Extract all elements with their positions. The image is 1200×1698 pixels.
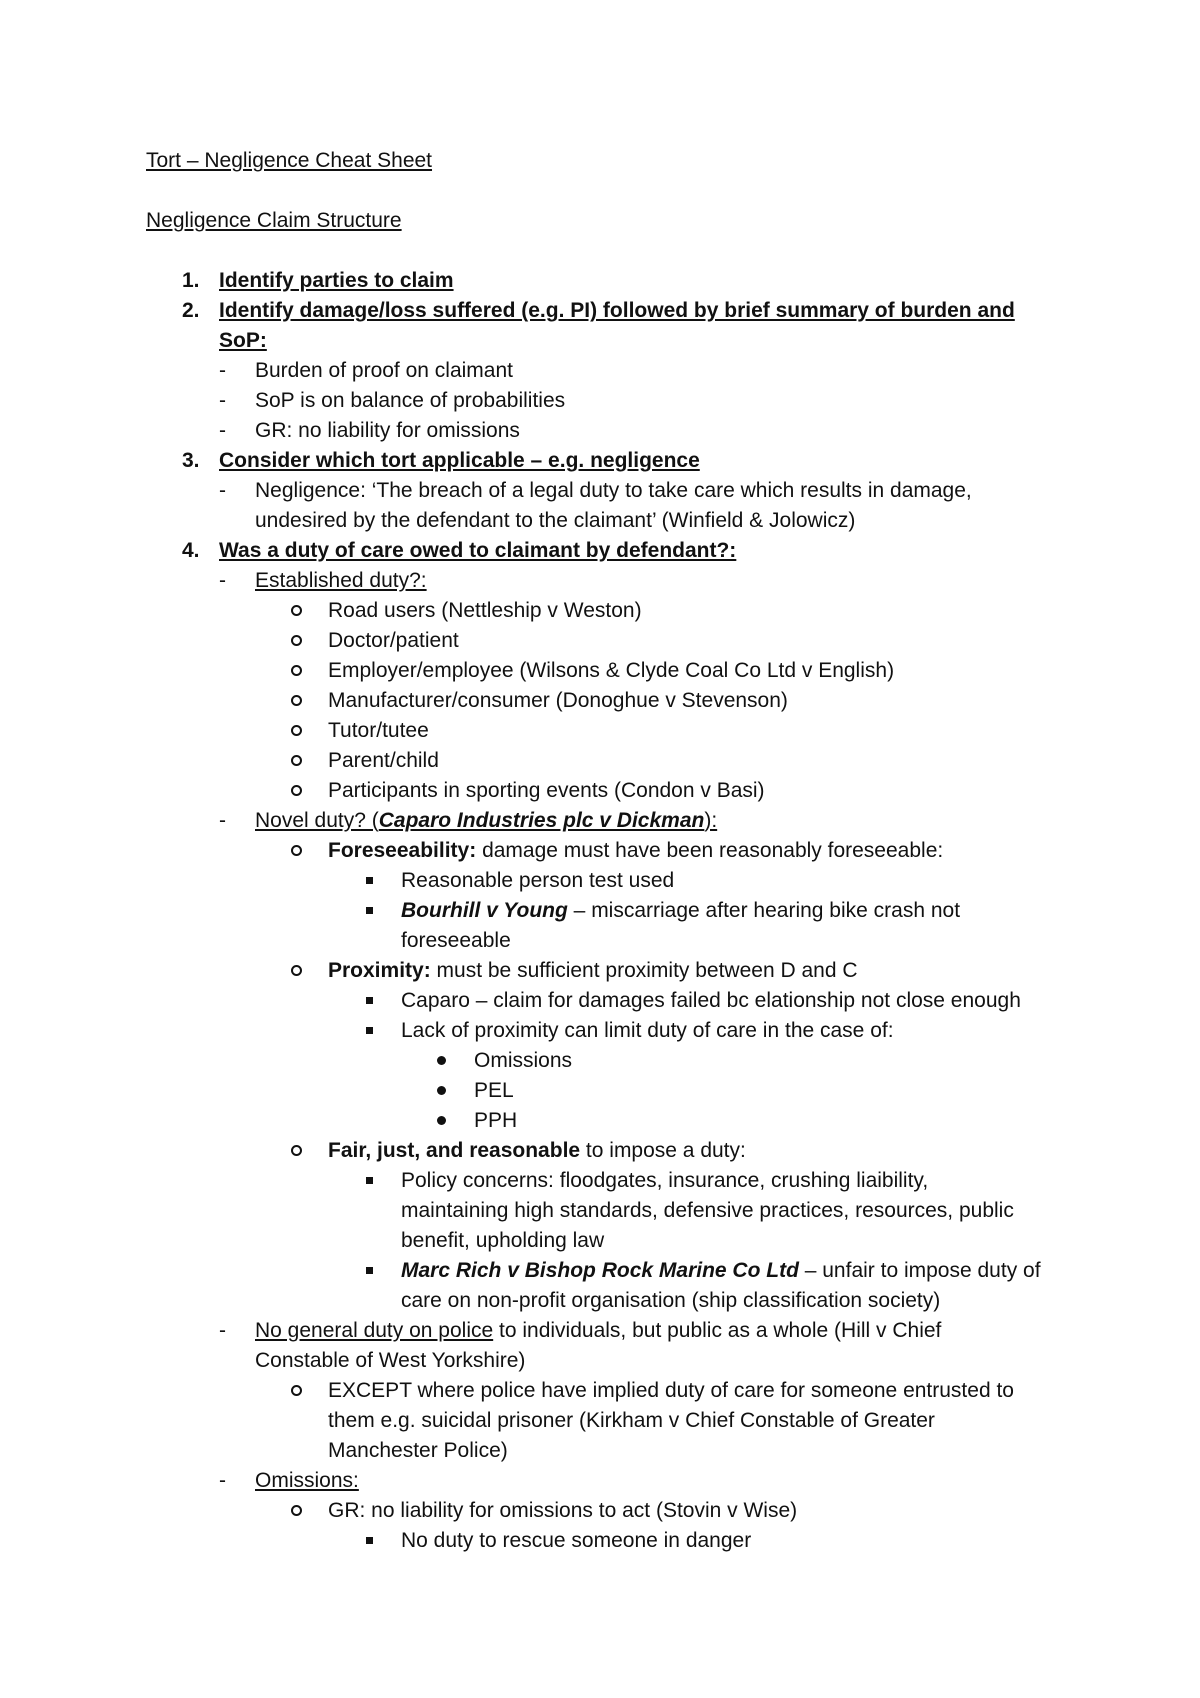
step-text: Consider which tort applicable – e.g. negligence bbox=[219, 449, 700, 472]
subheading-omissions: Omissions: bbox=[255, 1469, 359, 1492]
section-heading: Negligence Claim Structure bbox=[146, 209, 402, 232]
circle-bullet-icon bbox=[291, 695, 302, 706]
dash-bullet: - bbox=[219, 419, 226, 442]
foreseeability-text: damage must have been reasonably foreseeable: bbox=[476, 839, 944, 862]
proximity-label: Proximity: bbox=[328, 959, 431, 982]
list-item: Negligence: ‘The breach of a legal duty to take care which results in damage, bbox=[255, 479, 972, 502]
list-item: PEL bbox=[474, 1079, 514, 1102]
circle-bullet-icon bbox=[291, 1385, 302, 1396]
dash-bullet: - bbox=[219, 1469, 226, 1492]
list-item: Policy concerns: floodgates, insurance, crushing liaibility, bbox=[401, 1169, 929, 1192]
list-item-cont: them e.g. suicidal prisoner (Kirkham v Chief Constable of Greater bbox=[328, 1409, 935, 1432]
square-bullet-icon bbox=[366, 1267, 373, 1274]
list-item: Caparo – claim for damages failed bc elationship not close enough bbox=[401, 989, 1021, 1012]
list-item-text: – miscarriage after hearing bike crash not bbox=[567, 899, 961, 922]
square-bullet-icon bbox=[366, 1027, 373, 1034]
proximity-text: must be sufficient proximity between D and C bbox=[430, 959, 858, 982]
dash-bullet: - bbox=[219, 569, 226, 592]
step-number: 4. bbox=[182, 539, 200, 562]
subheading-established: Established duty?: bbox=[255, 569, 427, 592]
list-item: Omissions bbox=[474, 1049, 573, 1072]
police-text: to individuals, but public as a whole (Hill v Chief bbox=[493, 1319, 942, 1342]
list-item-cont: maintaining high standards, defensive practices, resources, public bbox=[401, 1199, 1014, 1222]
circle-bullet-icon bbox=[291, 1145, 302, 1156]
dash-bullet: - bbox=[219, 809, 226, 832]
novel-heading-post: ): bbox=[704, 809, 718, 832]
list-item: Participants in sporting events (Condon v Basi) bbox=[328, 779, 765, 802]
dash-bullet: - bbox=[219, 479, 226, 502]
circle-bullet-icon bbox=[291, 1505, 302, 1516]
circle-bullet-icon bbox=[291, 755, 302, 766]
police-item bbox=[255, 1316, 941, 1346]
list-item: SoP is on balance of probabilities bbox=[255, 389, 566, 412]
square-bullet-icon bbox=[366, 1537, 373, 1544]
circle-bullet-icon bbox=[291, 785, 302, 796]
list-item-cont: foreseeable bbox=[401, 929, 511, 952]
list-item: GR: no liability for omissions bbox=[255, 419, 520, 442]
list-item-cont: Manchester Police) bbox=[328, 1439, 508, 1462]
step-number: 3. bbox=[182, 449, 200, 472]
list-item: EXCEPT where police have implied duty of care for someone entrusted to bbox=[328, 1379, 1014, 1402]
circle-bullet-icon bbox=[291, 635, 302, 646]
circle-bullet-icon bbox=[291, 665, 302, 676]
step-text: Was a duty of care owed to claimant by defendant?: bbox=[219, 539, 737, 562]
list-item bbox=[401, 1256, 1041, 1286]
case-name: Marc Rich v Bishop Rock Marine Co Ltd bbox=[401, 1259, 799, 1282]
list-item: No duty to rescue someone in danger bbox=[401, 1529, 752, 1552]
dash-bullet: - bbox=[219, 1319, 226, 1342]
step-text: Identify parties to claim bbox=[219, 269, 454, 292]
list-item: Tutor/tutee bbox=[328, 719, 429, 742]
dash-bullet: - bbox=[219, 389, 226, 412]
list-item: Parent/child bbox=[328, 749, 439, 772]
list-item-cont: care on non-profit organisation (ship classification society) bbox=[401, 1289, 941, 1312]
list-item-cont: benefit, upholding law bbox=[401, 1229, 605, 1252]
subheading-novel bbox=[255, 806, 717, 836]
list-item: Lack of proximity can limit duty of care in the case of: bbox=[401, 1019, 894, 1042]
dot-bullet-icon bbox=[437, 1086, 446, 1095]
list-item-text: – unfair to impose duty of bbox=[798, 1259, 1041, 1282]
step-text-cont: SoP: bbox=[219, 329, 267, 352]
list-item: Doctor/patient bbox=[328, 629, 459, 652]
list-item: Burden of proof on claimant bbox=[255, 359, 513, 382]
square-bullet-icon bbox=[366, 907, 373, 914]
dash-bullet: - bbox=[219, 359, 226, 382]
case-name: Bourhill v Young bbox=[401, 899, 568, 922]
dot-bullet-icon bbox=[437, 1116, 446, 1125]
police-underlined: No general duty on police bbox=[255, 1319, 494, 1342]
page-title: Tort – Negligence Cheat Sheet bbox=[146, 149, 433, 172]
list-item: Reasonable person test used bbox=[401, 869, 675, 892]
list-item bbox=[401, 896, 960, 926]
dot-bullet-icon bbox=[437, 1056, 446, 1065]
police-text-cont: Constable of West Yorkshire) bbox=[255, 1349, 526, 1372]
foreseeability-label: Foreseeability: bbox=[328, 839, 477, 862]
circle-bullet-icon bbox=[291, 725, 302, 736]
fair-label: Fair, just, and reasonable bbox=[328, 1139, 581, 1162]
list-item: Road users (Nettleship v Weston) bbox=[328, 599, 642, 622]
list-item: Employer/employee (Wilsons & Clyde Coal Co Ltd v English) bbox=[328, 659, 895, 682]
circle-bullet-icon bbox=[291, 605, 302, 616]
fair-text: to impose a duty: bbox=[580, 1139, 746, 1162]
list-item: GR: no liability for omissions to act (Stovin v Wise) bbox=[328, 1499, 798, 1522]
circle-bullet-icon bbox=[291, 845, 302, 856]
square-bullet-icon bbox=[366, 1177, 373, 1184]
fair-item bbox=[328, 1136, 746, 1166]
circle-bullet-icon bbox=[291, 965, 302, 976]
proximity-item bbox=[328, 956, 858, 986]
step-text: Identify damage/loss suffered (e.g. PI) followed by brief summary of burden and bbox=[219, 299, 1015, 322]
step-number: 1. bbox=[182, 269, 200, 292]
square-bullet-icon bbox=[366, 997, 373, 1004]
foreseeability-item bbox=[328, 836, 943, 866]
list-item-cont: undesired by the defendant to the claimant’ (Winfield & Jolowicz) bbox=[255, 509, 856, 532]
list-item: Manufacturer/consumer (Donoghue v Stevenson) bbox=[328, 689, 788, 712]
novel-heading-pre: Novel duty? ( bbox=[255, 809, 379, 832]
novel-heading-case: Caparo Industries plc v Dickman bbox=[378, 809, 705, 832]
step-number: 2. bbox=[182, 299, 200, 322]
list-item: PPH bbox=[474, 1109, 518, 1132]
square-bullet-icon bbox=[366, 877, 373, 884]
